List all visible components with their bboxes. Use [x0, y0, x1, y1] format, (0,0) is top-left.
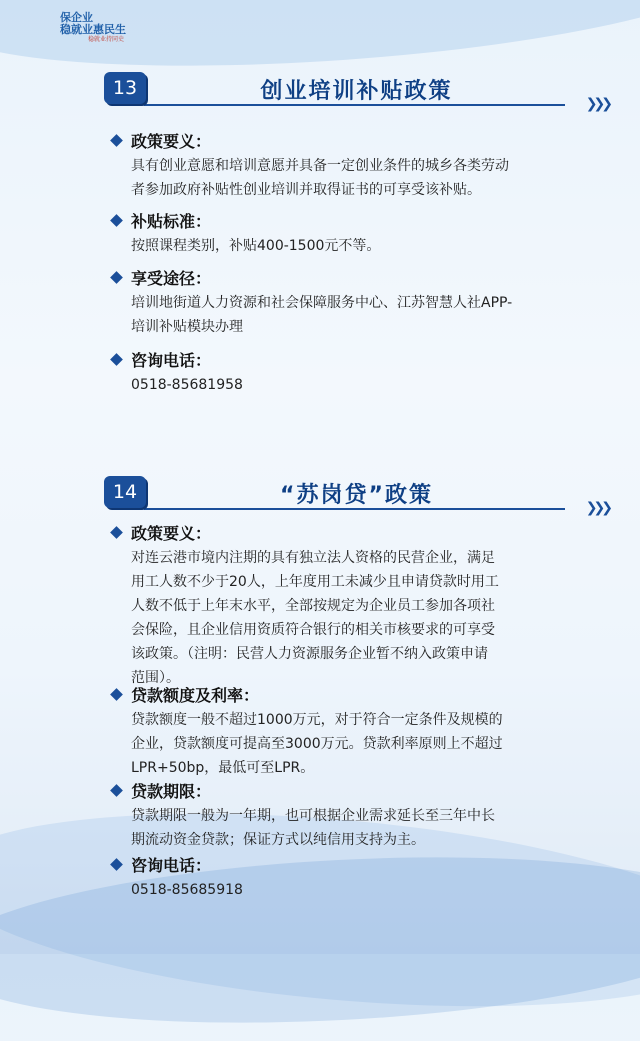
- policy-item: [112, 522, 610, 690]
- text-line: 范围）。: [131, 670, 180, 686]
- text-line: 培训补贴模块办理: [131, 319, 243, 335]
- section-title: “苏岗贷”政策: [280, 483, 433, 508]
- item-text: [131, 804, 610, 852]
- policy-item: [112, 854, 610, 902]
- item-label: 贷款额度及利率：: [131, 686, 260, 705]
- policy-item: [112, 130, 610, 202]
- item-label: 政策要义：: [131, 524, 212, 543]
- text-line: 对连云港市境内注期的具有独立法人资格的民营企业，满足: [131, 550, 495, 566]
- diamond-bullet-icon: [110, 688, 123, 701]
- section-title: 创业培训补贴政策: [260, 79, 453, 104]
- logo: [60, 12, 150, 52]
- text-line: 用工人数不少于20人，上年度用工未减少且申请贷款时用工: [131, 574, 499, 590]
- logo-line-3: 稳就业持同史: [88, 36, 125, 43]
- text-line: 人数不低于上年末水平，全部按规定为企业员工参加各项社: [131, 598, 495, 614]
- item-text: [131, 708, 610, 780]
- item-label: 咨询电话：: [131, 351, 212, 370]
- diamond-bullet-icon: [110, 214, 123, 227]
- text-line: 具有创业意愿和培训意愿并具备一定创业条件的城乡各类劳动: [131, 158, 509, 174]
- item-text: [131, 546, 610, 690]
- policy-item: [112, 267, 610, 339]
- section-header-13: [104, 72, 609, 112]
- text-line: 会保险，且企业信用资质符合银行的相关市核要求的可享受: [131, 622, 495, 638]
- diamond-bullet-icon: [110, 526, 123, 539]
- item-text: [131, 291, 610, 339]
- text-line: LPR+50bp，最低可至LPR。: [131, 760, 315, 776]
- item-text: [131, 154, 610, 202]
- phone-number: 0518-85681958: [131, 377, 243, 393]
- logo-line-2: 稳就业惠民生: [60, 23, 126, 36]
- diamond-bullet-icon: [110, 353, 123, 366]
- logo-line-1: 保企业: [60, 11, 93, 24]
- policy-item: [112, 210, 610, 258]
- chevrons-right-icon: ❯❯❯: [585, 96, 609, 112]
- diamond-bullet-icon: [110, 271, 123, 284]
- policy-item: [112, 780, 610, 852]
- text-line: 该政策。（注明：民营人力资源服务企业暂不纳入政策申请: [131, 646, 488, 662]
- chevrons-right-icon: ❯❯❯: [585, 500, 609, 516]
- policy-item: [112, 349, 610, 397]
- text-line: 贷款期限一般为一年期，也可根据企业需求延长至三年中长: [131, 808, 495, 824]
- section-number-badge: 14: [104, 476, 146, 508]
- item-label: 享受途径：: [131, 269, 212, 288]
- item-label: 咨询电话：: [131, 856, 212, 875]
- phone-number: 0518-85685918: [131, 882, 243, 898]
- section-header-14: [104, 476, 609, 516]
- item-text: [131, 373, 610, 397]
- item-text: [131, 878, 610, 902]
- section-number-badge: 13: [104, 72, 146, 104]
- text-line: 企业，贷款额度可提高至3000万元。贷款利率原则上不超过: [131, 736, 503, 752]
- item-text: [131, 234, 610, 258]
- text-line: 者参加政府补贴性创业培训并取得证书的可享受该补贴。: [131, 182, 481, 198]
- text-line: 培训地街道人力资源和社会保障服务中心、江苏智慧人社APP-: [131, 295, 513, 311]
- diamond-bullet-icon: [110, 858, 123, 871]
- diamond-bullet-icon: [110, 134, 123, 147]
- item-label: 补贴标准：: [131, 212, 212, 231]
- item-label: 政策要义：: [131, 132, 212, 151]
- text-line: 贷款额度一般不超过1000万元，对于符合一定条件及规模的: [131, 712, 503, 728]
- item-label: 贷款期限：: [131, 782, 212, 801]
- text-line: 期流动资金贷款；保证方式以纯信用支持为主。: [131, 832, 425, 848]
- text-line: 按照课程类别，补贴400-1500元不等。: [131, 238, 381, 254]
- policy-item: [112, 684, 610, 780]
- diamond-bullet-icon: [110, 784, 123, 797]
